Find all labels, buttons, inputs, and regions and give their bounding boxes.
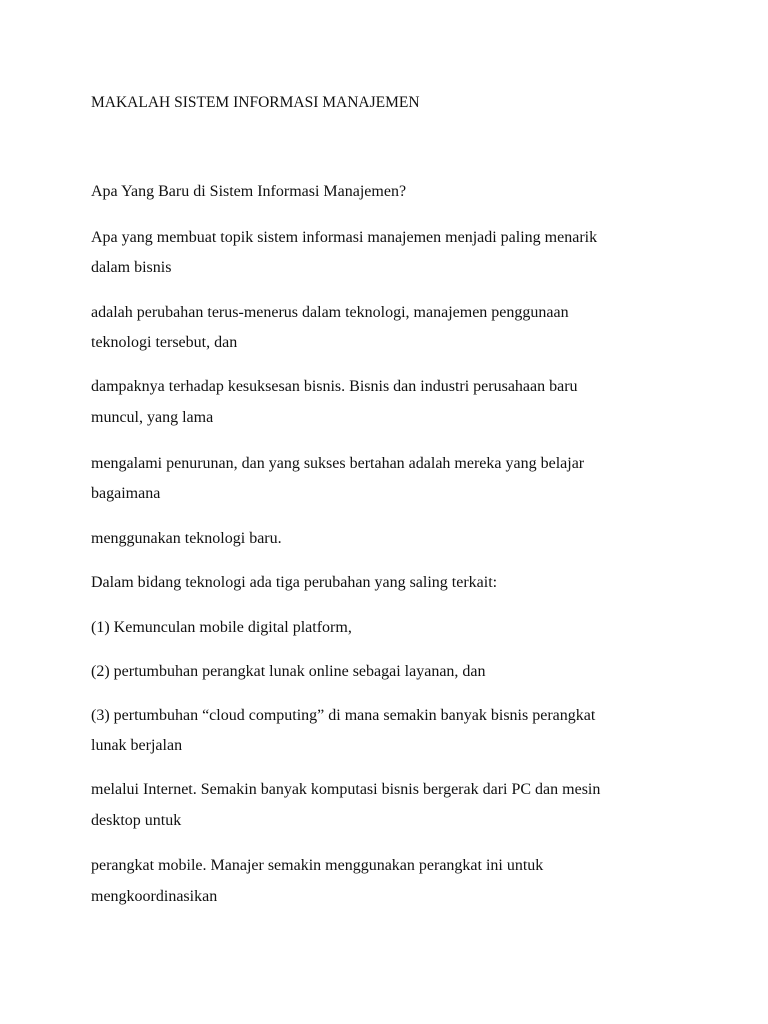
text-line: menggunakan teknologi baru. [91,530,282,547]
document-title: MAKALAH SISTEM INFORMASI MANAJEMEN [91,94,420,111]
list-item: (2) pertumbuhan perangkat lunak online sebagai layanan, dan [91,663,486,680]
list-item: (1) Kemunculan mobile digital platform, [91,619,352,636]
text-line: teknologi tersebut, dan [91,334,238,351]
text-line: lunak berjalan [91,737,183,754]
text-line: desktop untuk [91,812,182,829]
text-line: Apa yang membuat topik sistem informasi manajemen menjadi paling menarik [91,229,598,246]
text-line: Dalam bidang teknologi ada tiga perubahan yang saling terkait: [91,574,498,591]
text-line: perangkat mobile. Manajer semakin menggunakan perangkat ini untuk [91,857,544,874]
text-line: mengalami penurunan, dan yang sukses bertahan adalah mereka yang belajar [91,455,585,472]
text-line: adalah perubahan terus-menerus dalam teknologi, manajemen penggunaan [91,304,569,321]
list-item: (3) pertumbuhan “cloud computing” di mana semakin banyak bisnis perangkat [91,707,596,724]
text-line: mengkoordinasikan [91,888,218,905]
section-heading: Apa Yang Baru di Sistem Informasi Manajemen? [91,183,407,200]
text-line: muncul, yang lama [91,409,214,426]
text-line: dampaknya terhadap kesuksesan bisnis. Bisnis dan industri perusahaan baru [91,378,578,395]
text-line: melalui Internet. Semakin banyak komputasi bisnis bergerak dari PC dan mesin [91,781,601,798]
text-line: bagaimana [91,485,161,502]
text-line: dalam bisnis [91,259,172,276]
